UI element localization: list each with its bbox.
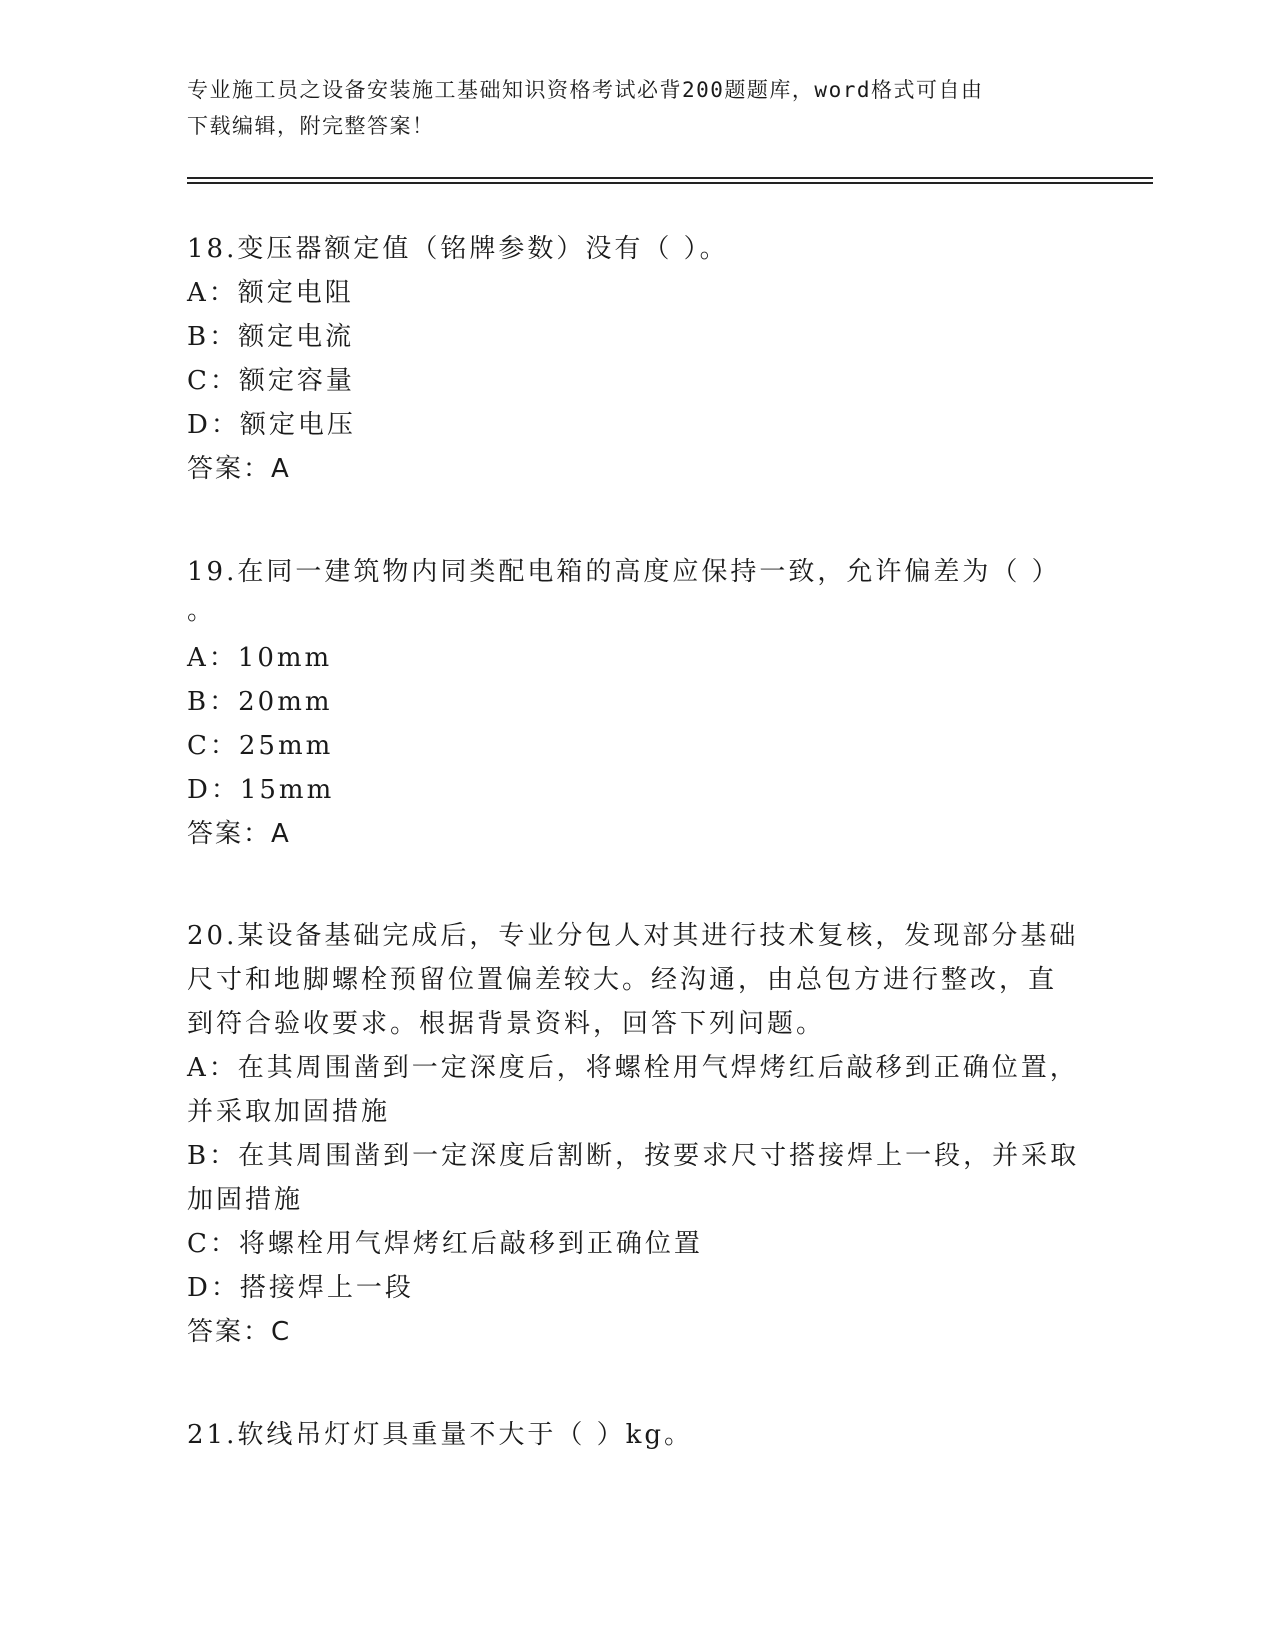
header-divider-top bbox=[187, 177, 1153, 179]
question-20-option-a: A：在其周围凿到一定深度后，将螺栓用气焊烤红后敲移到正确位置， bbox=[187, 1053, 1079, 1083]
question-19-option-b: B：20mm bbox=[187, 687, 333, 717]
question-18-option-a: A：额定电阻 bbox=[187, 278, 354, 308]
question-20-stem-3: 到符合验收要求。根据背景资料，回答下列问题。 bbox=[187, 1009, 826, 1039]
header-line-1: 专业施工员之设备安装施工基础知识资格考试必背200题题库，word格式可自由 bbox=[187, 78, 984, 102]
question-18-stem: 18.变压器额定值（铭牌参数）没有（ ）。 bbox=[187, 234, 729, 264]
question-18-option-c: C：额定容量 bbox=[187, 366, 355, 396]
question-20-stem-2: 尺寸和地脚螺栓预留位置偏差较大。经沟通，由总包方进行整改，直 bbox=[187, 965, 1058, 995]
question-19-option-d: D：15mm bbox=[187, 775, 335, 805]
question-20-stem-1: 20.某设备基础完成后，专业分包人对其进行技术复核，发现部分基础 bbox=[187, 921, 1079, 951]
question-20-option-a-cont: 并采取加固措施 bbox=[187, 1097, 391, 1127]
question-18-option-b: B：额定电流 bbox=[187, 322, 355, 352]
question-19-answer: 答案：A bbox=[187, 819, 291, 849]
question-19-option-c: C：25mm bbox=[187, 731, 334, 761]
question-20-option-d: D：搭接焊上一段 bbox=[187, 1273, 414, 1303]
question-18-option-d: D：额定电压 bbox=[187, 410, 356, 440]
question-18-answer: 答案：A bbox=[187, 454, 291, 484]
question-20-answer: 答案：C bbox=[187, 1317, 292, 1347]
header-divider-bottom bbox=[187, 182, 1153, 184]
question-19-option-a: A：10mm bbox=[187, 643, 333, 673]
question-19-stem-cont: 。 bbox=[187, 596, 217, 626]
question-19-stem: 19.在同一建筑物内同类配电箱的高度应保持一致，允许偏差为（ ） bbox=[187, 557, 1061, 587]
header-line-2: 下载编辑，附完整答案！ bbox=[187, 114, 435, 138]
document-header bbox=[187, 72, 1067, 144]
question-21-stem: 21.软线吊灯灯具重量不大于（ ）kg。 bbox=[187, 1420, 694, 1450]
question-20-option-c: C：将螺栓用气焊烤红后敲移到正确位置 bbox=[187, 1229, 703, 1259]
question-20-option-b: B：在其周围凿到一定深度后割断，按要求尺寸搭接焊上一段，并采取 bbox=[187, 1141, 1080, 1171]
question-20-option-b-cont: 加固措施 bbox=[187, 1185, 304, 1215]
